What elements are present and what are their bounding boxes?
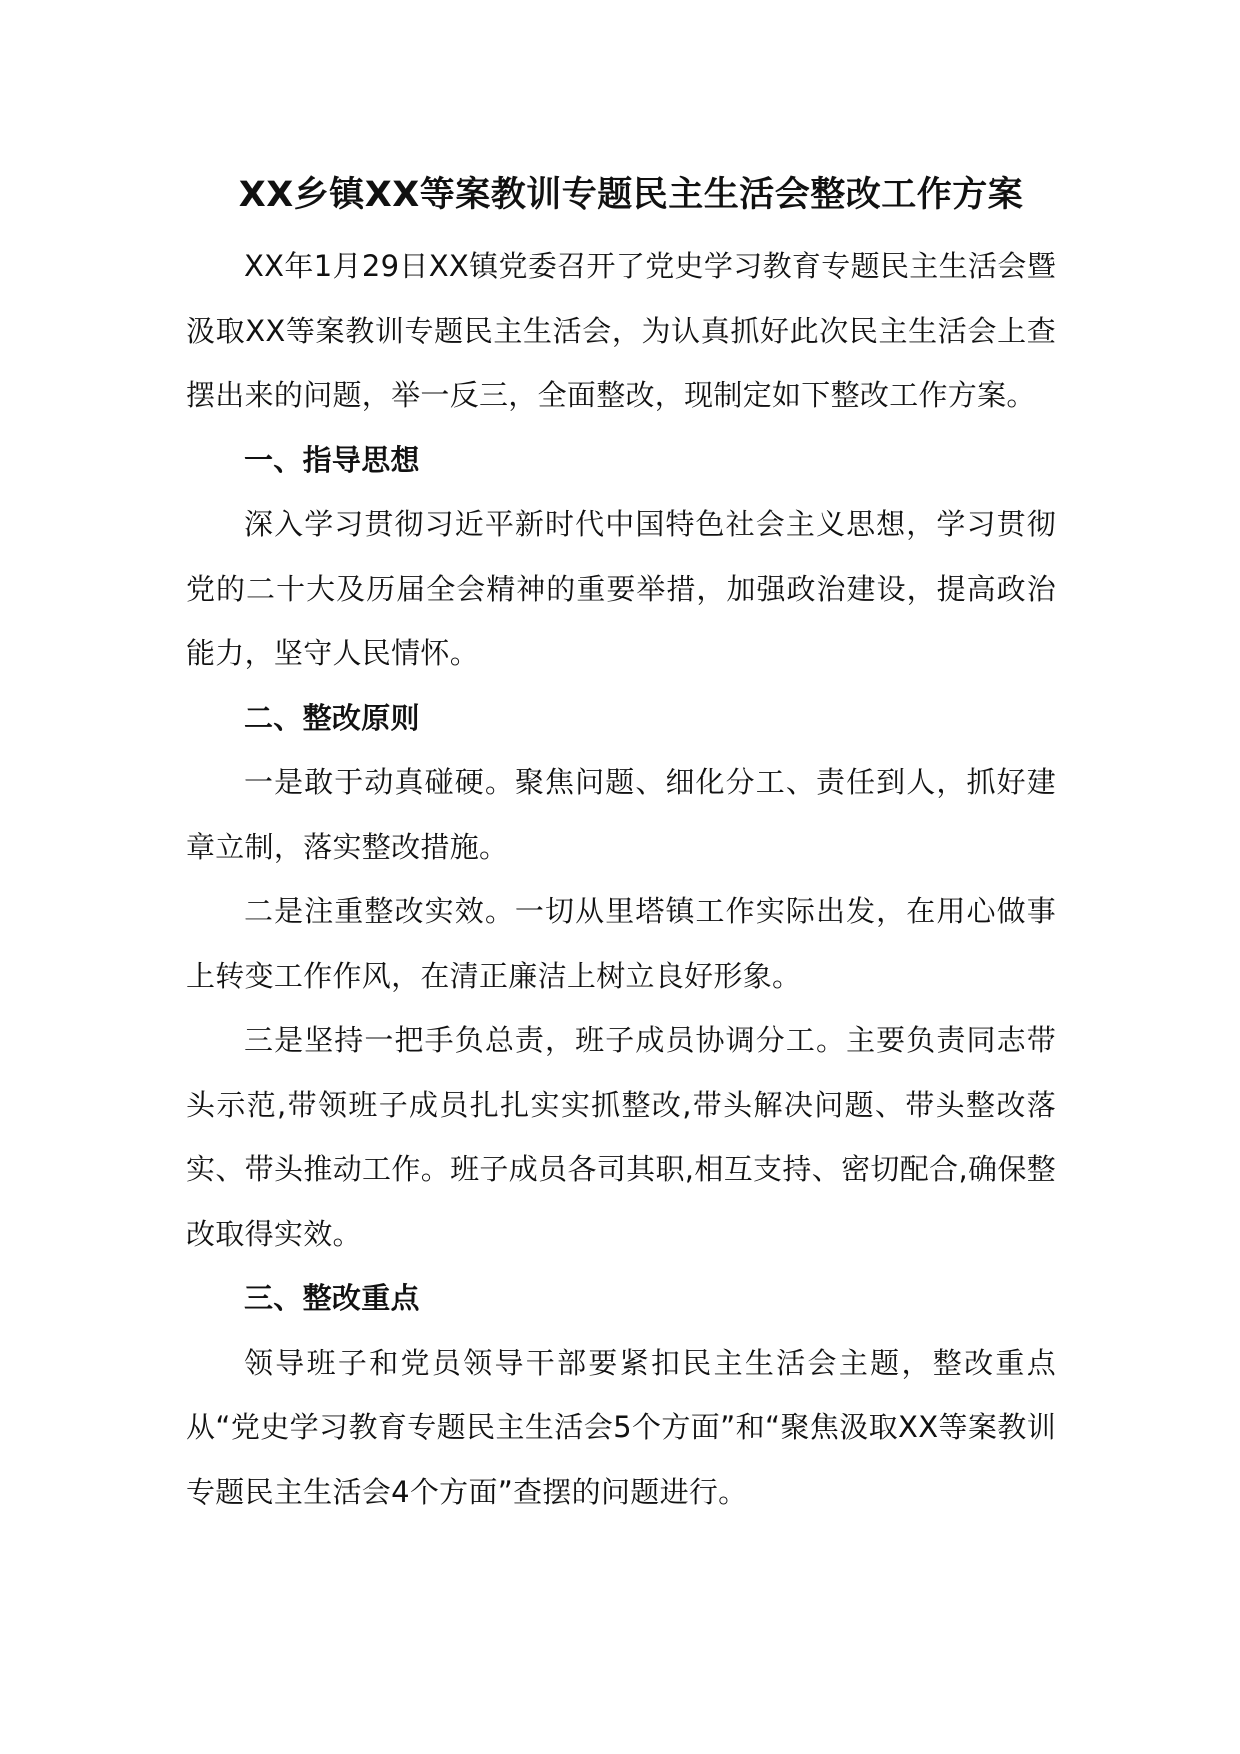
principle-paragraph-1: 一是敢于动真碰硬。聚焦问题、细化分工、责任到人，抓好建章立制，落实整改措施。 [186,765,1056,864]
document-title: XX乡镇XX等案教训专题民主生活会整改工作方案 [238,175,1024,215]
guiding-ideology-paragraph: 深入学习贯彻习近平新时代中国特色社会主义思想，学习贯彻党的二十大及历届全会精神的重要举措，加强政治建设，提高政治能力，坚守人民情怀。 [186,507,1056,670]
section-heading-rectification-principles: 二、整改原则 [244,700,420,735]
principle-paragraph-3: 三是坚持一把手负总责，班子成员协调分工。主要负责同志带头示范,带领班子成员扎扎实实抓整改,带头解决问题、带头整改落实、带头推动工作。班子成员各司其职,相互支持、密切配合,确保整改取得实效。 [186,1023,1056,1251]
section-heading-rectification-focus: 三、整改重点 [244,1281,420,1315]
document-body [186,170,1056,1524]
section-heading-guiding-ideology: 一、指导思想 [244,442,420,477]
intro-paragraph: XX年1月29日XX镇党委召开了党史学习教育专题民主生活会暨汲取XX等案教训专题民主生活会，为认真抓好此次民主生活会上查摆出来的问题，举一反三，全面整改，现制定如下整改工作方案。 [186,249,1056,412]
rectification-focus-paragraph: 领导班子和党员领导干部要紧扣民主生活会主题，整改重点从“党史学习教育专题民主生活会5个方面”和“聚焦汲取XX等案教训专题民主生活会4个方面”查摆的问题进行。 [186,1345,1056,1509]
principle-paragraph-2: 二是注重整改实效。一切从里塔镇工作实际出发，在用心做事上转变工作作风，在清正廉洁上树立良好形象。 [186,894,1056,993]
